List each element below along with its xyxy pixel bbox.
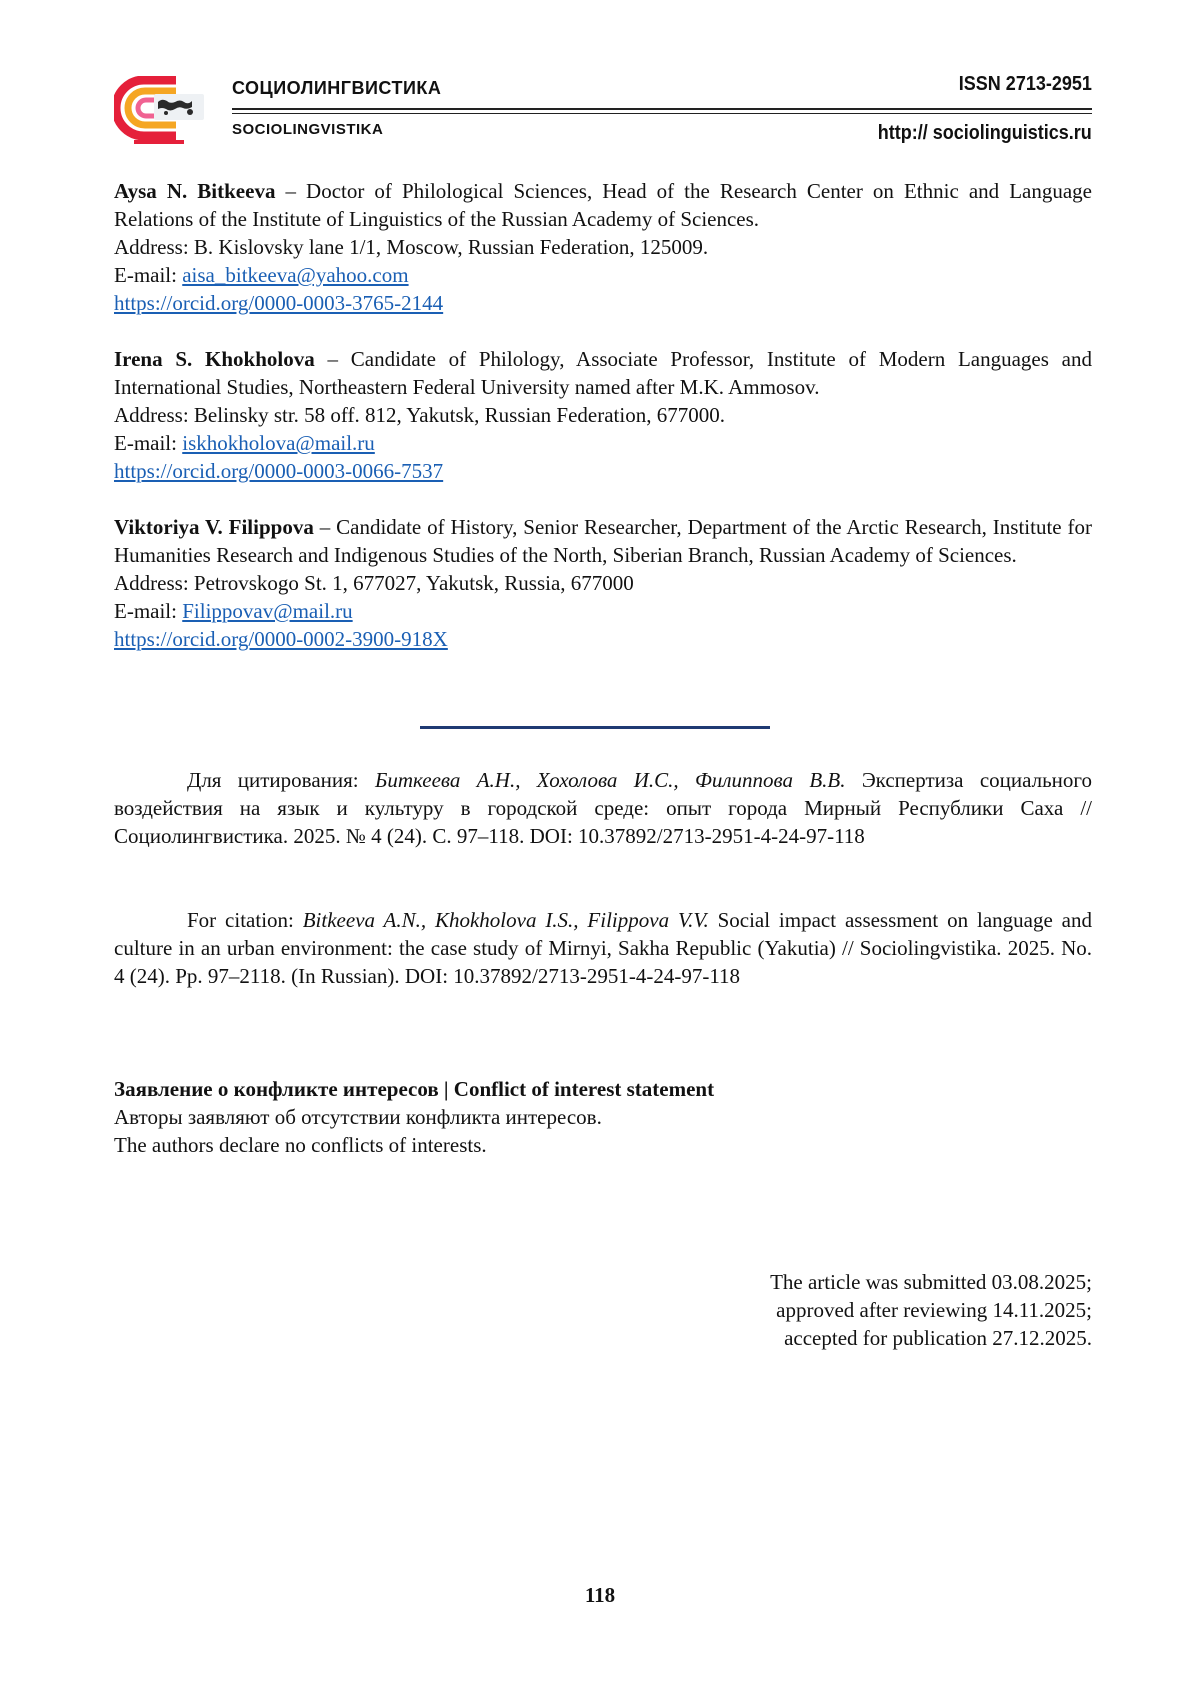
- section-divider: [420, 726, 770, 729]
- citation-lead: Для цитирования:: [187, 768, 375, 792]
- author-description: [114, 345, 1092, 401]
- email-label: E-mail:: [114, 431, 183, 455]
- author-description: [114, 177, 1092, 233]
- article-dates: [770, 1268, 1092, 1352]
- author-block: [114, 513, 1092, 653]
- author-orcid-line: [114, 457, 1092, 485]
- author-name: Aysa N. Bitkeeva: [114, 179, 276, 203]
- citation-authors: Биткеева А.Н., Хохолова И.С., Филиппова В.В.: [374, 768, 846, 792]
- author-orcid-line: [114, 289, 1092, 317]
- email-label: E-mail:: [114, 599, 183, 623]
- email-label: E-mail:: [114, 263, 183, 287]
- author-block: [114, 177, 1092, 317]
- citation-en: [114, 906, 1092, 990]
- author-email-link[interactable]: iskhokholova@mail.ru: [182, 431, 375, 455]
- conflict-text-ru: Авторы заявляют об отсутствии конфликта интересов.: [114, 1105, 602, 1129]
- author-affiliation: – Candidate of History, Senior Researcher, Department of the Arctic Research, Institute for Humanities Research and Indigenous Studies of the North, Siberian Branch, Russian Academy of Sciences.: [114, 515, 1092, 567]
- author-address: Address: B. Kislovsky lane 1/1, Moscow, Russian Federation, 125009.: [114, 235, 709, 259]
- author-description: [114, 513, 1092, 569]
- journal-title-en: SOCIOLINGVISTIKA: [232, 121, 384, 138]
- author-email-line: [114, 261, 1092, 289]
- author-orcid-line: [114, 625, 1092, 653]
- citation-authors: Bitkeeva A.N., Khokholova I.S., Filippova V.V.: [302, 908, 709, 932]
- author-address: Address: Petrovskogo St. 1, 677027, Yakutsk, Russia, 677000: [114, 571, 634, 595]
- citation-reference: Экспертиза социального воздействия на язык и культуру в городской среде: опыт города Мирный Республики Саха // Социолингвистика. 2025. № 4 (24). С. 97–118. DOI: 10.37892/2713-2951-4-24-97-118: [114, 768, 1093, 848]
- page-number: 118: [584, 1583, 616, 1607]
- header-rule-thin: [232, 113, 1092, 114]
- author-email-link[interactable]: Filippovav@mail.ru: [182, 599, 353, 623]
- date-approved: approved after reviewing 14.11.2025;: [776, 1298, 1092, 1322]
- conflict-heading: Заявление о конфликте интересов | Conflict of interest statement: [114, 1077, 715, 1101]
- citation-ru: [114, 766, 1092, 850]
- author-affiliation: – Doctor of Philological Sciences, Head of the Research Center on Ethnic and Language Relations of the Institute of Linguistics of the Russian Academy of Sciences.: [114, 179, 1092, 231]
- journal-logo-icon: [114, 76, 214, 148]
- journal-header: [114, 70, 1092, 160]
- author-name: Irena S. Khokholova: [114, 347, 315, 371]
- author-email-line: [114, 597, 1092, 625]
- citation-reference: Social impact assessment on language and culture in an urban environment: the case study of Mirnyi, Sakha Republic (Yakutia) // Sociolingvistika. 2025. No. 4 (24). Pp. 97–2118. (In Russian). DOI: 10.37892/2713-2951-4-24-97-118: [114, 908, 1092, 988]
- header-rule: [232, 108, 1092, 110]
- journal-title-ru: СОЦИОЛИНГВИСТИКА: [232, 78, 442, 98]
- author-affiliation: – Candidate of Philology, Associate Professor, Institute of Modern Languages and International Studies, Northeastern Federal University named after M.K. Ammosov.: [114, 347, 1092, 399]
- author-orcid-link[interactable]: https://orcid.org/0000-0003-0066-7537: [114, 459, 444, 483]
- author-address: Address: Belinsky str. 58 off. 812, Yakutsk, Russian Federation, 677000.: [114, 403, 725, 427]
- author-email-line: [114, 429, 1092, 457]
- author-orcid-link[interactable]: https://orcid.org/0000-0002-3900-918X: [114, 627, 448, 651]
- author-orcid-link[interactable]: https://orcid.org/0000-0003-3765-2144: [114, 291, 444, 315]
- date-submitted: The article was submitted 03.08.2025;: [770, 1270, 1092, 1294]
- author-name: Viktoriya V. Filippova: [114, 515, 314, 539]
- author-block: [114, 345, 1092, 485]
- journal-website: http:// sociolinguistics.ru: [877, 122, 1092, 144]
- date-accepted: accepted for publication 27.12.2025.: [784, 1326, 1092, 1350]
- conflict-statement: [114, 1075, 1092, 1159]
- citation-lead: For citation:: [187, 908, 303, 932]
- author-email-link[interactable]: aisa_bitkeeva@yahoo.com: [182, 263, 409, 287]
- author-info: [114, 177, 1092, 681]
- conflict-text-en: The authors declare no conflicts of interests.: [114, 1133, 487, 1157]
- issn: ISSN 2713-2951: [958, 73, 1092, 95]
